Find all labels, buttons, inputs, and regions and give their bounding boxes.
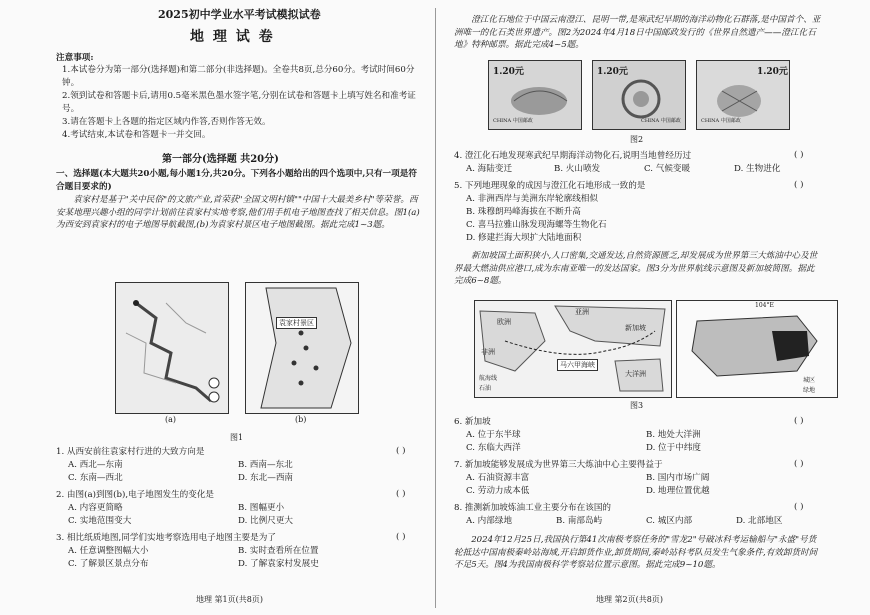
label-singapore: 新加坡: [625, 324, 646, 332]
q6-option-a: A. 位于东半球: [466, 430, 521, 440]
figure1a-label: (a): [165, 415, 177, 424]
question-4-options: [466, 163, 826, 176]
figure3-caption: 图3: [630, 401, 644, 410]
question-6-answer-paren: ( ): [794, 416, 804, 426]
q4-option-c: C. 气候变暖: [644, 164, 691, 174]
stamp-3: [696, 60, 790, 130]
stamp-2: [592, 60, 686, 130]
figure3-world-routes-map: [474, 300, 672, 398]
question-4-stem: 4. 澄江化石地发现寒武纪早期海洋动物化石,说明当地曾经历过: [454, 151, 692, 161]
legend-city: 城区: [803, 377, 816, 384]
q4-option-d: D. 生物进化: [734, 164, 781, 174]
q1-option-b: B. 西南—东北: [238, 460, 293, 470]
scenic-map-svg: [246, 283, 358, 413]
question-5-options: [466, 193, 826, 245]
q2-option-d: D. 比例尺更大: [238, 516, 294, 526]
question-4-answer-paren: ( ): [794, 150, 804, 160]
legend-green: 绿地: [803, 387, 816, 394]
stamp-1: [488, 60, 582, 130]
footer-left: 地理 第1页(共8页): [196, 595, 263, 604]
question-1-answer-paren: ( ): [396, 446, 406, 456]
q8-option-b: B. 南部岛屿: [556, 516, 603, 526]
stamp-1-price: 1.20元: [493, 67, 524, 77]
q6-option-d: D. 位于中纬度: [646, 443, 702, 453]
question-8-options: [466, 515, 826, 528]
q5-option-a: A. 非洲西岸与美洲东岸轮廓线相似: [466, 194, 598, 204]
notice-item-2: 2.领到试卷和答题卡后,请用0.5毫米黑色墨水签字笔,分别在试卷和答题卡上填写姓名和准考证号。: [62, 91, 416, 114]
q3-option-c: C. 了解景区景点分布: [68, 559, 149, 569]
figure1a-nav-map: [115, 282, 229, 414]
label-africa: 非洲: [481, 348, 495, 356]
q8-option-d: D. 北部地区: [736, 516, 783, 526]
question-2-stem: 2. 由图(a)到图(b),电子地图发生的变化是: [56, 490, 215, 500]
question-3-options: [68, 545, 418, 571]
q7-option-c: C. 劳动力成本低: [466, 486, 530, 496]
notice-item-4: 4.考试结束,本试卷和答题卡一并交回。: [62, 130, 211, 140]
question-7-options: [466, 472, 816, 498]
label-asia: 亚洲: [575, 308, 589, 316]
footer-right: 地理 第2页(共8页): [596, 595, 663, 604]
page-divider: [435, 8, 436, 608]
part1-instructions: 一、选择题(本大题共20小题,每小题1分,共20分。下列各小题给出的四个选项中,只有一项是符合题目要求的): [56, 169, 417, 192]
q8-option-a: A. 内部绿地: [466, 516, 513, 526]
q5-option-d: D. 修建拦海大坝扩大陆地面积: [466, 233, 582, 243]
q7-option-b: B. 国内市场广阔: [646, 473, 710, 483]
q4-option-a: A. 海陆变迁: [466, 164, 513, 174]
right-intro-antarctic: 2024年12月25日,我国执行第41次南极考察任务的"雪龙2"号破冰科考运输船与"永盛"号货轮抵达中国南极秦岭站海域,开启卸货作业,卸货期间,秦岭站科考队员发生气象条件,有效卸货时间不足5天。图4为我国南极科学考察站位置示意图。据此完成9~10题。: [454, 535, 818, 571]
q6-option-b: B. 地处大洋洲: [646, 430, 701, 440]
q3-option-a: A. 任意调整图幅大小: [68, 546, 149, 556]
q2-option-c: C. 实地范围变大: [68, 516, 132, 526]
world-routes-svg: [475, 301, 671, 397]
q7-option-d: D. 地理位置优越: [646, 486, 710, 496]
left-page: [0, 0, 432, 615]
subject-title: 地 理 试 卷: [190, 29, 275, 45]
question-6-options: [466, 429, 816, 455]
label-malacca-strait: 马六甲海峡: [557, 359, 598, 371]
part1-heading: 第一部分(选择题 共20分): [162, 154, 279, 165]
question-8-answer-paren: ( ): [794, 502, 804, 512]
figure1-caption: 图1: [230, 433, 244, 442]
question-7-stem: 7. 新加坡能够发展成为世界第三大炼油中心主要得益于: [454, 460, 663, 470]
right-page: [440, 0, 870, 615]
q5-option-c: C. 喜马拉雅山脉发现海螺等生物化石: [466, 220, 607, 230]
question-2-options: [68, 502, 418, 528]
q6-option-c: C. 东临大西洋: [466, 443, 521, 453]
legend-oil: 石油: [479, 385, 492, 392]
figure3-singapore-map: [676, 300, 838, 398]
question-8-stem: 8. 推测新加坡炼油工业主要分布在该国的: [454, 503, 612, 513]
right-intro-singapore: 新加坡国土面积狭小,人口密集,交通发达,自然资源匮乏,却发展成为世界第三大炼油中心及世界最大燃油供应港口,成为东南亚唯一的发达国家。图3分为世界航线示意图及新加坡简图。据此完成6~8题。: [454, 251, 818, 287]
question-1-options: [68, 459, 418, 485]
stamp-3-price: 1.20元: [757, 67, 788, 77]
q3-option-d: D. 了解袁家村发展史: [238, 559, 319, 569]
right-intro-chengjiang: 澄江化石地位于中国云南澄江、昆明一带,是寒武纪早期的海洋动物化石群落,是中国首个、亚洲唯一的化石类世界遗产。图2为2024年4月18日中国邮政发行的《世界自然遗产——澄江化石地》特种邮票。据此完成4~5题。: [454, 15, 821, 51]
q1-option-c: C. 东南—西北: [68, 473, 123, 483]
stamp-2-price: 1.20元: [597, 67, 628, 77]
figure2-caption: 图2: [630, 135, 644, 144]
q7-option-a: A. 石油资源丰富: [466, 473, 530, 483]
q8-option-c: C. 城区内部: [646, 516, 693, 526]
label-europe: 欧洲: [497, 318, 511, 326]
legend-route: 航海线: [479, 375, 498, 382]
scenic-area-label: 袁家村景区: [276, 317, 317, 329]
question-7-answer-paren: ( ): [794, 459, 804, 469]
label-oceania: 大洋洲: [625, 370, 646, 378]
q4-option-b: B. 火山喷发: [554, 164, 601, 174]
q5-option-b: B. 珠穆朗玛峰海拔在不断升高: [466, 207, 581, 217]
question-3-stem: 3. 相比纸质地图,同学们实地考察选用电子地图主要是为了: [56, 533, 276, 543]
question-5-stem: 5. 下列地理现象的成因与澄江化石地形成一致的是: [454, 181, 646, 191]
question-5-answer-paren: ( ): [794, 180, 804, 190]
notice-item-1: 1.本试卷分为第一部分(选择题)和第二部分(非选择题)。全卷共8页,总分60分。考试时间60分钟。: [62, 65, 415, 88]
longitude-label: 104°E: [755, 302, 774, 309]
question-1-stem: 1. 从西安前往袁家村行进的大致方向是: [56, 447, 205, 457]
q1-option-a: A. 西北—东南: [68, 460, 123, 470]
notice-heading: 注意事项:: [56, 53, 94, 63]
figure1b-scenic-map: [245, 282, 359, 414]
figure1b-label: (b): [295, 415, 307, 424]
notice-item-3: 3.请在答题卡上各题的指定区域内作答,否则作答无效。: [62, 117, 271, 127]
q2-option-b: B. 图幅更小: [238, 503, 285, 513]
stamp-3-country: CHINA 中国邮政: [701, 118, 741, 124]
route-map-svg: [116, 283, 228, 413]
q2-option-a: A. 内容更简略: [68, 503, 123, 513]
stamp-2-country: CHINA 中国邮政: [641, 118, 681, 124]
question-6-stem: 6. 新加坡: [454, 417, 491, 427]
exam-title: 2025初中学业水平考试模拟试卷: [158, 8, 321, 21]
q1-option-d: D. 东北—西南: [238, 473, 294, 483]
question-3-answer-paren: ( ): [396, 532, 406, 542]
question-2-answer-paren: ( ): [396, 489, 406, 499]
part1-intro: 袁家村是基于"关中民俗"的文旅产业,首荣获"全国文明村镇""中国十大最美乡村"等荣誉。西安某地理兴趣小组的同学计划前往袁家村实地考察,他们用手机电子地图查找了相关信息。图1(a)为西安到袁家村的电子地图导航截图,(b)为袁家村景区电子地图截图。据此完成1~3题。: [56, 195, 420, 231]
q3-option-b: B. 实时查看所在位置: [238, 546, 319, 556]
stamp-1-country: CHINA 中国邮政: [493, 118, 533, 124]
